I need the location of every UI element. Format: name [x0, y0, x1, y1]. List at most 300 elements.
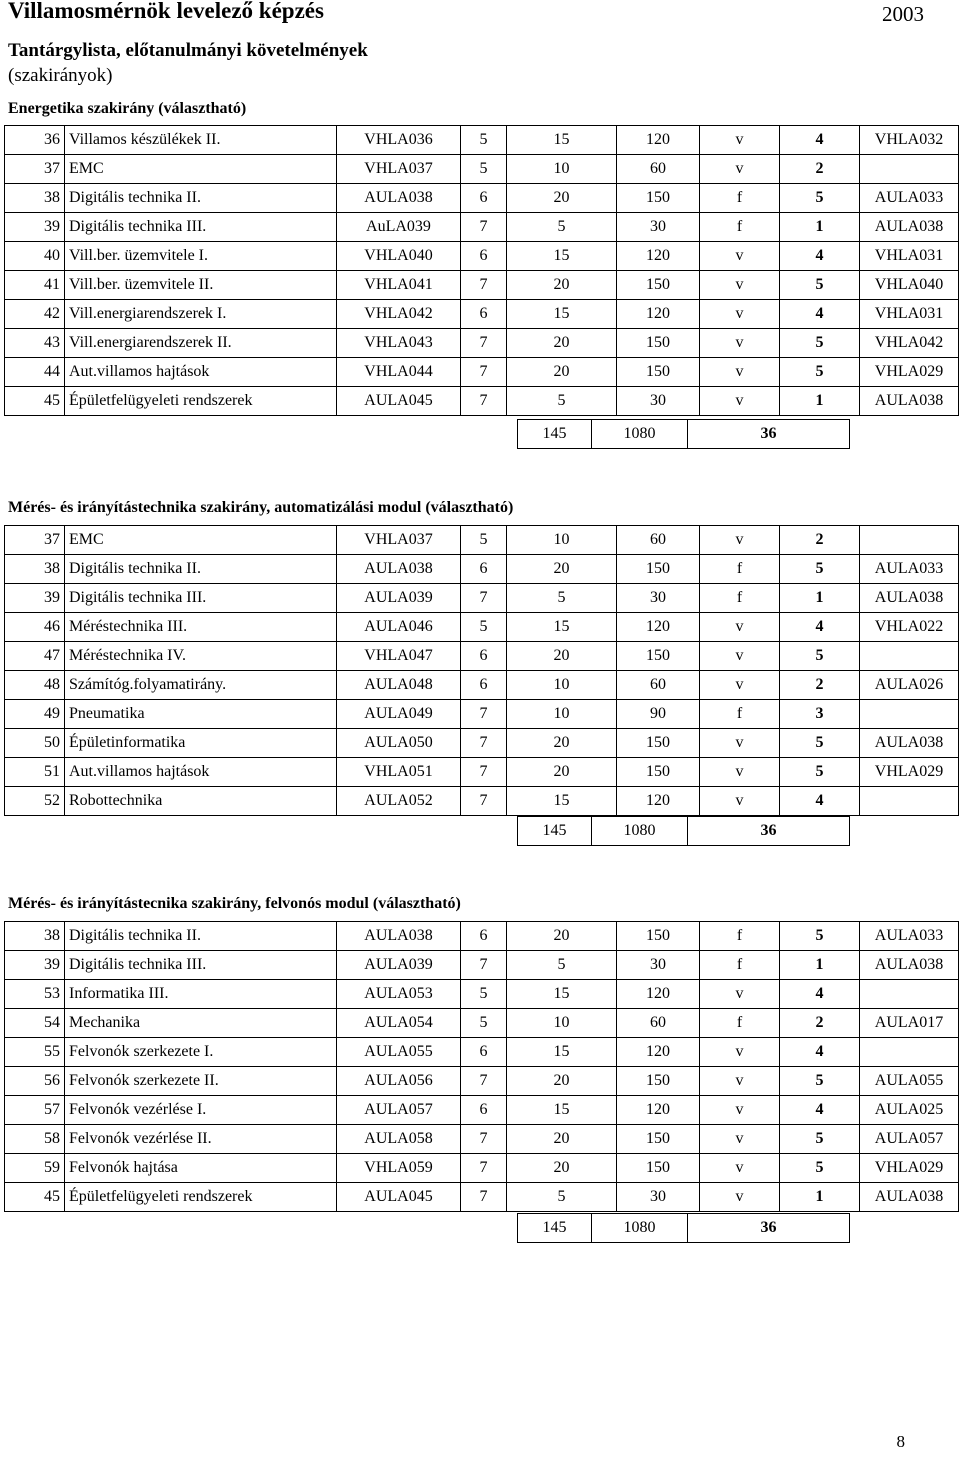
course-total-hours: 150: [617, 1067, 700, 1096]
document-year: 2003: [882, 2, 924, 26]
course-prerequisite: [860, 155, 959, 184]
course-exam-type: v: [700, 787, 780, 816]
course-name: Vill.ber. üzemvitele II.: [65, 271, 337, 300]
course-prerequisite: AULA057: [860, 1125, 959, 1154]
course-name: Felvonók hajtása: [65, 1154, 337, 1183]
total-points: 36: [688, 817, 850, 846]
table-row: [5, 1009, 959, 1038]
course-name: Digitális technika III.: [65, 584, 337, 613]
course-prerequisite: VHLA031: [860, 300, 959, 329]
course-number: 48: [5, 671, 65, 700]
course-prerequisite: VHLA029: [860, 358, 959, 387]
course-semester: 5: [461, 155, 507, 184]
total-hours: 1080: [592, 420, 688, 449]
course-total-hours: 150: [617, 555, 700, 584]
course-lesson-hours: 5: [507, 213, 617, 242]
course-exam-type: f: [700, 555, 780, 584]
table-row: [5, 951, 959, 980]
course-total-hours: 120: [617, 126, 700, 155]
course-name: Épületfelügyeleti rendszerek: [65, 387, 337, 416]
course-name: EMC: [65, 526, 337, 555]
course-prerequisite: VHLA040: [860, 271, 959, 300]
section-title-automatizalasi: Mérés- és irányítástechnika szakirány, automatizálási modul (választható): [8, 499, 514, 516]
course-exam-type: f: [700, 184, 780, 213]
course-credits: 5: [780, 358, 860, 387]
course-number: 46: [5, 613, 65, 642]
course-code: AULA055: [337, 1038, 461, 1067]
course-credits: 4: [780, 1096, 860, 1125]
course-prerequisite: AULA038: [860, 729, 959, 758]
course-prerequisite: AULA026: [860, 671, 959, 700]
course-prerequisite: AULA038: [860, 387, 959, 416]
course-total-hours: 150: [617, 729, 700, 758]
course-credits: 5: [780, 729, 860, 758]
table-row: [5, 300, 959, 329]
course-exam-type: v: [700, 300, 780, 329]
course-prerequisite: [860, 700, 959, 729]
table-row: [5, 758, 959, 787]
table-row: [5, 584, 959, 613]
course-lesson-hours: 20: [507, 271, 617, 300]
course-semester: 7: [461, 584, 507, 613]
course-credits: 5: [780, 642, 860, 671]
course-exam-type: v: [700, 387, 780, 416]
course-code: VHLA037: [337, 526, 461, 555]
course-lesson-hours: 20: [507, 758, 617, 787]
course-exam-type: v: [700, 1038, 780, 1067]
course-number: 53: [5, 980, 65, 1009]
course-number: 43: [5, 329, 65, 358]
course-number: 38: [5, 922, 65, 951]
table-row: [5, 787, 959, 816]
course-lesson-hours: 20: [507, 1067, 617, 1096]
course-prerequisite: [860, 980, 959, 1009]
course-semester: 5: [461, 613, 507, 642]
course-exam-type: v: [700, 671, 780, 700]
course-exam-type: f: [700, 1009, 780, 1038]
course-total-hours: 120: [617, 242, 700, 271]
course-prerequisite: [860, 642, 959, 671]
course-total-hours: 60: [617, 155, 700, 184]
totals-table-automatizalasi: [517, 816, 850, 846]
course-semester: 7: [461, 951, 507, 980]
course-code: AULA046: [337, 613, 461, 642]
course-credits: 4: [780, 242, 860, 271]
course-total-hours: 90: [617, 700, 700, 729]
course-lesson-hours: 20: [507, 329, 617, 358]
course-semester: 7: [461, 1154, 507, 1183]
course-name: Mechanika: [65, 1009, 337, 1038]
course-total-hours: 150: [617, 184, 700, 213]
course-table-felvonos: [4, 921, 959, 1212]
course-lesson-hours: 10: [507, 155, 617, 184]
course-code: VHLA041: [337, 271, 461, 300]
course-lesson-hours: 10: [507, 526, 617, 555]
course-name: Villamos készülékek II.: [65, 126, 337, 155]
course-exam-type: v: [700, 1125, 780, 1154]
course-total-hours: 120: [617, 980, 700, 1009]
course-semester: 7: [461, 1183, 507, 1212]
course-credits: 5: [780, 329, 860, 358]
course-name: EMC: [65, 155, 337, 184]
course-name: Digitális technika III.: [65, 951, 337, 980]
table-row: [5, 126, 959, 155]
course-exam-type: v: [700, 729, 780, 758]
course-total-hours: 30: [617, 1183, 700, 1212]
course-name: Épületfelügyeleti rendszerek: [65, 1183, 337, 1212]
course-total-hours: 150: [617, 1154, 700, 1183]
course-credits: 5: [780, 1154, 860, 1183]
course-prerequisite: AULA033: [860, 555, 959, 584]
table-row: [5, 213, 959, 242]
table-row: [5, 1154, 959, 1183]
table-row: [5, 1038, 959, 1067]
course-prerequisite: AULA025: [860, 1096, 959, 1125]
course-total-hours: 30: [617, 213, 700, 242]
course-credits: 5: [780, 922, 860, 951]
course-lesson-hours: 15: [507, 787, 617, 816]
course-code: AULA039: [337, 951, 461, 980]
course-code: VHLA051: [337, 758, 461, 787]
course-total-hours: 150: [617, 271, 700, 300]
course-exam-type: f: [700, 213, 780, 242]
table-row: [5, 1125, 959, 1154]
table-row: [5, 613, 959, 642]
course-name: Pneumatika: [65, 700, 337, 729]
course-credits: 3: [780, 700, 860, 729]
course-semester: 6: [461, 184, 507, 213]
course-code: AULA052: [337, 787, 461, 816]
course-credits: 5: [780, 271, 860, 300]
course-semester: 7: [461, 1125, 507, 1154]
course-credits: 1: [780, 387, 860, 416]
course-semester: 6: [461, 300, 507, 329]
table-row: [5, 671, 959, 700]
course-name: Vill.energiarendszerek I.: [65, 300, 337, 329]
course-number: 58: [5, 1125, 65, 1154]
course-credits: 2: [780, 526, 860, 555]
section-title-felvonos: Mérés- és irányítástecnika szakirány, felvonós modul (választható): [8, 895, 461, 912]
course-lesson-hours: 20: [507, 184, 617, 213]
course-credits: 4: [780, 980, 860, 1009]
course-code: AULA045: [337, 1183, 461, 1212]
course-name: Számítóg.folyamatirány.: [65, 671, 337, 700]
course-total-hours: 150: [617, 358, 700, 387]
table-row: [5, 242, 959, 271]
course-name: Aut.villamos hajtások: [65, 758, 337, 787]
course-total-hours: 30: [617, 387, 700, 416]
course-exam-type: v: [700, 1183, 780, 1212]
totals-row: [518, 1214, 850, 1243]
table-row: [5, 184, 959, 213]
course-exam-type: v: [700, 613, 780, 642]
totals-table-energetika: [517, 419, 850, 449]
course-prerequisite: AULA038: [860, 951, 959, 980]
course-lesson-hours: 10: [507, 671, 617, 700]
course-exam-type: v: [700, 126, 780, 155]
course-semester: 7: [461, 700, 507, 729]
course-prerequisite: AULA033: [860, 184, 959, 213]
course-total-hours: 60: [617, 671, 700, 700]
course-credits: 4: [780, 126, 860, 155]
course-number: 51: [5, 758, 65, 787]
totals-table-felvonos: [517, 1213, 850, 1243]
course-code: AULA058: [337, 1125, 461, 1154]
course-code: VHLA040: [337, 242, 461, 271]
course-lesson-hours: 20: [507, 642, 617, 671]
course-prerequisite: VHLA022: [860, 613, 959, 642]
total-hours: 1080: [592, 817, 688, 846]
course-code: AULA057: [337, 1096, 461, 1125]
section-title-energetika: Energetika szakirány (választható): [8, 100, 247, 117]
course-total-hours: 30: [617, 951, 700, 980]
course-exam-type: v: [700, 1154, 780, 1183]
course-semester: 6: [461, 642, 507, 671]
course-semester: 7: [461, 387, 507, 416]
course-semester: 6: [461, 671, 507, 700]
course-number: 37: [5, 526, 65, 555]
course-credits: 5: [780, 1125, 860, 1154]
course-total-hours: 60: [617, 526, 700, 555]
page-number: 8: [896, 1432, 905, 1451]
course-semester: 7: [461, 271, 507, 300]
course-lesson-hours: 5: [507, 584, 617, 613]
course-lesson-hours: 5: [507, 951, 617, 980]
table-row: [5, 729, 959, 758]
course-name: Felvonók vezérlése I.: [65, 1096, 337, 1125]
course-name: Robottechnika: [65, 787, 337, 816]
course-lesson-hours: 20: [507, 1154, 617, 1183]
course-name: Informatika III.: [65, 980, 337, 1009]
course-lesson-hours: 15: [507, 126, 617, 155]
course-credits: 1: [780, 213, 860, 242]
course-prerequisite: AULA038: [860, 1183, 959, 1212]
course-credits: 4: [780, 1038, 860, 1067]
course-semester: 6: [461, 1096, 507, 1125]
course-credits: 5: [780, 758, 860, 787]
course-name: Digitális technika II.: [65, 184, 337, 213]
course-lesson-hours: 20: [507, 1125, 617, 1154]
course-lesson-hours: 5: [507, 387, 617, 416]
course-semester: 7: [461, 329, 507, 358]
course-name: Digitális technika II.: [65, 555, 337, 584]
course-prerequisite: VHLA032: [860, 126, 959, 155]
table-row: [5, 358, 959, 387]
course-exam-type: v: [700, 358, 780, 387]
table-row: [5, 1183, 959, 1212]
course-number: 55: [5, 1038, 65, 1067]
course-credits: 2: [780, 1009, 860, 1038]
course-exam-type: v: [700, 758, 780, 787]
course-total-hours: 150: [617, 1125, 700, 1154]
table-row: [5, 922, 959, 951]
total-credits: 145: [518, 817, 592, 846]
course-code: VHLA044: [337, 358, 461, 387]
course-number: 57: [5, 1096, 65, 1125]
table-row: [5, 555, 959, 584]
course-lesson-hours: 20: [507, 922, 617, 951]
course-lesson-hours: 15: [507, 242, 617, 271]
total-points: 36: [688, 420, 850, 449]
table-row: [5, 271, 959, 300]
course-code: AuLA039: [337, 213, 461, 242]
course-exam-type: v: [700, 1096, 780, 1125]
course-exam-type: f: [700, 951, 780, 980]
course-code: AULA038: [337, 922, 461, 951]
course-lesson-hours: 20: [507, 358, 617, 387]
course-total-hours: 120: [617, 613, 700, 642]
course-credits: 4: [780, 300, 860, 329]
course-prerequisite: AULA038: [860, 213, 959, 242]
course-code: VHLA036: [337, 126, 461, 155]
course-total-hours: 120: [617, 1038, 700, 1067]
course-name: Felvonók vezérlése II.: [65, 1125, 337, 1154]
course-exam-type: v: [700, 980, 780, 1009]
table-row: [5, 526, 959, 555]
course-exam-type: v: [700, 155, 780, 184]
course-lesson-hours: 10: [507, 700, 617, 729]
course-credits: 2: [780, 671, 860, 700]
course-lesson-hours: 15: [507, 300, 617, 329]
course-semester: 6: [461, 242, 507, 271]
course-total-hours: 150: [617, 922, 700, 951]
course-prerequisite: AULA033: [860, 922, 959, 951]
course-total-hours: 150: [617, 758, 700, 787]
course-code: VHLA047: [337, 642, 461, 671]
course-number: 56: [5, 1067, 65, 1096]
table-row: [5, 329, 959, 358]
course-number: 52: [5, 787, 65, 816]
course-number: 44: [5, 358, 65, 387]
course-prerequisite: VHLA029: [860, 1154, 959, 1183]
course-number: 41: [5, 271, 65, 300]
course-prerequisite: [860, 787, 959, 816]
course-name: Felvonók szerkezete II.: [65, 1067, 337, 1096]
table-row: [5, 980, 959, 1009]
course-number: 38: [5, 184, 65, 213]
course-exam-type: f: [700, 922, 780, 951]
course-lesson-hours: 15: [507, 1096, 617, 1125]
course-number: 38: [5, 555, 65, 584]
course-exam-type: v: [700, 242, 780, 271]
course-semester: 7: [461, 729, 507, 758]
course-table-automatizalasi: [4, 525, 959, 816]
course-semester: 7: [461, 1067, 507, 1096]
course-lesson-hours: 15: [507, 613, 617, 642]
table-row: [5, 1096, 959, 1125]
course-number: 45: [5, 1183, 65, 1212]
total-credits: 145: [518, 420, 592, 449]
course-total-hours: 60: [617, 1009, 700, 1038]
course-semester: 7: [461, 358, 507, 387]
course-credits: 4: [780, 613, 860, 642]
course-semester: 5: [461, 1009, 507, 1038]
course-number: 39: [5, 951, 65, 980]
course-name: Vill.ber. üzemvitele I.: [65, 242, 337, 271]
course-prerequisite: [860, 526, 959, 555]
course-code: AULA049: [337, 700, 461, 729]
course-code: AULA053: [337, 980, 461, 1009]
total-credits: 145: [518, 1214, 592, 1243]
course-semester: 6: [461, 1038, 507, 1067]
totals-row: [518, 817, 850, 846]
course-total-hours: 30: [617, 584, 700, 613]
course-prerequisite: AULA038: [860, 584, 959, 613]
course-number: 42: [5, 300, 65, 329]
course-number: 39: [5, 213, 65, 242]
course-credits: 5: [780, 184, 860, 213]
course-prerequisite: VHLA042: [860, 329, 959, 358]
table-row: [5, 155, 959, 184]
course-lesson-hours: 15: [507, 1038, 617, 1067]
course-code: AULA039: [337, 584, 461, 613]
course-credits: 1: [780, 584, 860, 613]
course-number: 45: [5, 387, 65, 416]
course-semester: 6: [461, 555, 507, 584]
course-exam-type: v: [700, 526, 780, 555]
course-prerequisite: AULA017: [860, 1009, 959, 1038]
course-semester: 5: [461, 526, 507, 555]
course-semester: 6: [461, 922, 507, 951]
course-credits: 2: [780, 155, 860, 184]
course-name: Vill.energiarendszerek II.: [65, 329, 337, 358]
course-number: 59: [5, 1154, 65, 1183]
course-code: AULA056: [337, 1067, 461, 1096]
course-semester: 7: [461, 787, 507, 816]
total-hours: 1080: [592, 1214, 688, 1243]
course-exam-type: f: [700, 584, 780, 613]
course-name: Aut.villamos hajtások: [65, 358, 337, 387]
course-exam-type: v: [700, 642, 780, 671]
course-name: Digitális technika II.: [65, 922, 337, 951]
course-name: Digitális technika III.: [65, 213, 337, 242]
course-total-hours: 120: [617, 1096, 700, 1125]
course-credits: 5: [780, 1067, 860, 1096]
course-name: Épületinformatika: [65, 729, 337, 758]
course-semester: 5: [461, 980, 507, 1009]
course-code: VHLA059: [337, 1154, 461, 1183]
totals-row: [518, 420, 850, 449]
course-number: 49: [5, 700, 65, 729]
course-name: Méréstechnika III.: [65, 613, 337, 642]
course-credits: 1: [780, 1183, 860, 1212]
course-exam-type: v: [700, 271, 780, 300]
course-prerequisite: AULA055: [860, 1067, 959, 1096]
course-code: AULA050: [337, 729, 461, 758]
course-total-hours: 120: [617, 300, 700, 329]
course-number: 54: [5, 1009, 65, 1038]
course-semester: 5: [461, 126, 507, 155]
total-points: 36: [688, 1214, 850, 1243]
document-title: Villamosmérnök levelező képzés: [8, 0, 324, 23]
course-code: AULA048: [337, 671, 461, 700]
course-credits: 4: [780, 787, 860, 816]
document-subtitle: Tantárgylista, előtanulmányi követelmények: [8, 40, 368, 61]
course-code: AULA045: [337, 387, 461, 416]
course-code: AULA038: [337, 555, 461, 584]
course-number: 40: [5, 242, 65, 271]
course-credits: 1: [780, 951, 860, 980]
course-code: AULA038: [337, 184, 461, 213]
course-prerequisite: VHLA031: [860, 242, 959, 271]
table-row: [5, 642, 959, 671]
course-name: Felvonók szerkezete I.: [65, 1038, 337, 1067]
document-subtitle-paren: (szakirányok): [8, 65, 113, 86]
table-row: [5, 700, 959, 729]
course-code: VHLA037: [337, 155, 461, 184]
course-prerequisite: VHLA029: [860, 758, 959, 787]
course-lesson-hours: 15: [507, 980, 617, 1009]
